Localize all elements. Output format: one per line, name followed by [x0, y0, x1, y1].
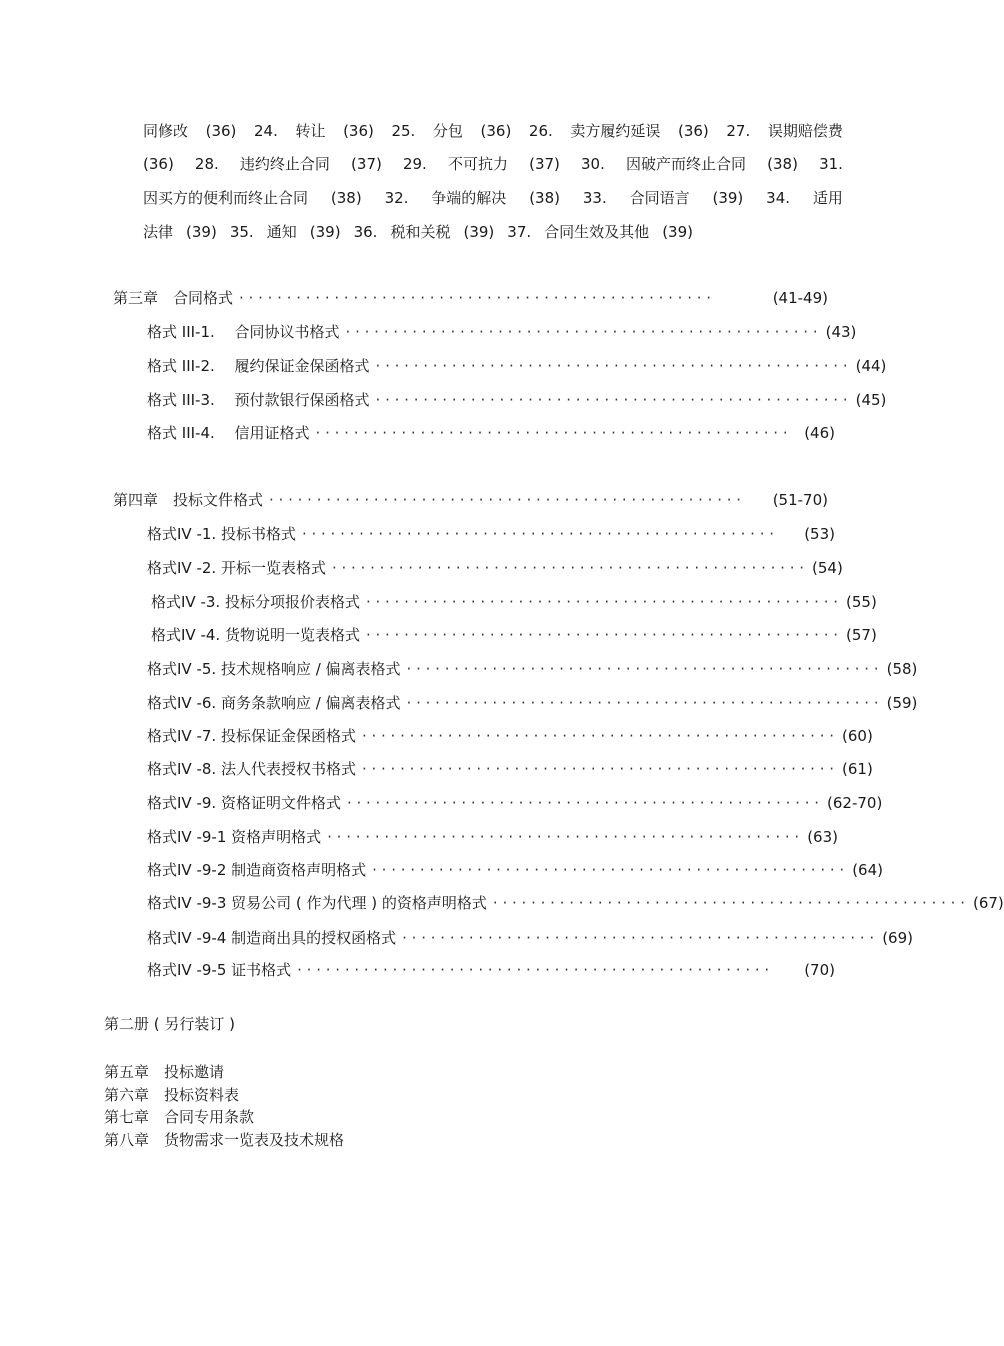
toc-item-label: 格式IV -5. 技术规格响应 / 偏离表格式 — [147, 660, 401, 678]
toc-item-label: 格式IV -4. 货物说明一览表格式 — [151, 626, 360, 644]
intro-token: (39) — [662, 223, 693, 241]
intro-token: (36) — [143, 155, 174, 173]
leader-dots: · · · · · · · · · · · · · · · · · · · · · · · · · · · · · · · · · · · · · · · · · · · · · · · · · · — [327, 828, 800, 846]
leader-dots: · · · · · · · · · · · · · · · · · · · · · · · · · · · · · · · · · · · · · · · · · · · · · · · · · · — [297, 961, 770, 979]
leader-dots: · · · · · · · · · · · · · · · · · · · · · · · · · · · · · · · · · · · · · · · · · · · · · · · · · · — [492, 894, 965, 912]
intro-token: 税和关税 — [390, 223, 451, 241]
toc-item[interactable] — [147, 791, 883, 815]
volume-2-chapter-5[interactable]: 第五章 投标邀请 — [104, 1063, 225, 1081]
intro-token: 分包 — [432, 122, 463, 140]
leader-dots: · · · · · · · · · · · · · · · · · · · · · · · · · · · · · · · · · · · · · · · · · · · · · · · · · · — [372, 861, 845, 879]
toc-item-page: (59) — [886, 694, 918, 712]
toc-item[interactable] — [147, 657, 918, 681]
intro-line-1 — [143, 119, 843, 143]
volume-2-chapter-8[interactable]: 第八章 货物需求一览表及技术规格 — [104, 1131, 345, 1149]
leader-dots: · · · · · · · · · · · · · · · · · · · · · · · · · · · · · · · · · · · · · · · · · · · · · · · · · · — [375, 357, 848, 375]
intro-token: (39) — [712, 189, 744, 207]
intro-token: 法律 — [143, 223, 174, 241]
intro-token: 25. — [391, 122, 416, 140]
toc-item[interactable] — [147, 958, 835, 982]
volume-2-title: 第二册 ( 另行装订 ) — [104, 1015, 236, 1033]
toc-item[interactable] — [147, 556, 843, 580]
toc-item-page: (60) — [842, 727, 873, 745]
intro-token: 37. — [507, 223, 532, 241]
toc-item[interactable] — [147, 891, 1004, 915]
intro-token: 28. — [194, 155, 219, 173]
intro-token: 33. — [582, 189, 607, 207]
intro-token: (37) — [351, 155, 382, 173]
intro-token: (38) — [330, 189, 362, 207]
toc-item-label: 格式 III-4. 信用证格式 — [147, 424, 310, 442]
intro-token: (39) — [186, 223, 217, 241]
intro-token: 同修改 — [143, 122, 189, 140]
intro-line-2 — [143, 152, 843, 176]
toc-item-page: (70) — [804, 961, 835, 979]
toc-item[interactable] — [147, 522, 835, 546]
intro-token: 卖方履约延误 — [570, 122, 661, 140]
intro-token: 适用 — [812, 189, 843, 207]
toc-item-page: (69) — [882, 929, 913, 947]
toc-chapter-3[interactable] — [113, 286, 828, 310]
intro-token: 转让 — [295, 122, 326, 140]
intro-token: 争端的解决 — [431, 189, 507, 207]
leader-dots: · · · · · · · · · · · · · · · · · · · · · · · · · · · · · · · · · · · · · · · · · · · · · · · · · · — [406, 660, 879, 678]
toc-item[interactable] — [147, 691, 918, 715]
toc-item-page: (54) — [812, 559, 843, 577]
toc-item-label: 格式 III-3. 预付款银行保函格式 — [147, 391, 370, 409]
toc-chapter-3-page: (41-49) — [772, 289, 828, 307]
leader-dots: · · · · · · · · · · · · · · · · · · · · · · · · · · · · · · · · · · · · · · · · · · · · · · · · · · — [345, 323, 818, 341]
intro-token: (36) — [205, 122, 237, 140]
intro-token: 合同语言 — [629, 189, 690, 207]
intro-token: (39) — [309, 223, 341, 241]
intro-token: 35. — [229, 223, 254, 241]
toc-item-label: 格式IV -9. 资格证明文件格式 — [147, 794, 341, 812]
intro-line-4 — [143, 220, 693, 244]
toc-item-page: (44) — [855, 357, 887, 375]
toc-item-page: (63) — [807, 828, 838, 846]
toc-item[interactable] — [147, 724, 873, 748]
intro-token: 31. — [819, 155, 843, 173]
intro-token: (36) — [677, 122, 709, 140]
intro-token: 27. — [726, 122, 751, 140]
toc-item-page: (67) — [972, 894, 1004, 912]
intro-token: 通知 — [266, 223, 297, 241]
toc-item-label: 格式IV -8. 法人代表授权书格式 — [147, 760, 356, 778]
leader-dots: · · · · · · · · · · · · · · · · · · · · · · · · · · · · · · · · · · · · · · · · · · · · · · · · · · — [331, 559, 804, 577]
toc-item-label: 格式 III-1. 合同协议书格式 — [147, 323, 340, 341]
intro-token: 36. — [353, 223, 378, 241]
toc-item-page: (58) — [886, 660, 918, 678]
intro-token: (36) — [480, 122, 512, 140]
toc-item-page: (43) — [825, 323, 857, 341]
toc-item-label: 格式IV -7. 投标保证金保函格式 — [147, 727, 356, 745]
intro-token: 不可抗力 — [447, 155, 508, 173]
intro-token: (38) — [767, 155, 798, 173]
toc-item[interactable] — [147, 320, 857, 344]
toc-item[interactable] — [151, 590, 877, 614]
leader-dots: · · · · · · · · · · · · · · · · · · · · · · · · · · · · · · · · · · · · · · · · · · · · · · · · · · — [346, 794, 819, 812]
toc-chapter-4[interactable] — [113, 488, 828, 512]
intro-token: 30. — [581, 155, 605, 173]
toc-chapter-4-title: 第四章 投标文件格式 — [113, 491, 264, 509]
toc-item-label: 格式IV -9-2 制造商资格声明格式 — [147, 861, 367, 879]
toc-item-label: 格式IV -9-4 制造商出具的授权函格式 — [147, 929, 397, 947]
intro-token: 29. — [402, 155, 427, 173]
intro-token: 34. — [766, 189, 791, 207]
toc-item-page: (64) — [852, 861, 883, 879]
toc-item-page: (45) — [855, 391, 887, 409]
toc-item-label: 格式IV -9-1 资格声明格式 — [147, 828, 322, 846]
toc-item-label: 格式IV -3. 投标分项报价表格式 — [151, 593, 360, 611]
leader-dots: · · · · · · · · · · · · · · · · · · · · · · · · · · · · · · · · · · · · · · · · · · · · · · · · · · — [239, 289, 712, 307]
intro-token: (36) — [343, 122, 374, 140]
intro-token: 因买方的便利而终止合同 — [143, 189, 309, 207]
toc-item-label: 格式IV -6. 商务条款响应 / 偏离表格式 — [147, 694, 401, 712]
intro-token: (37) — [529, 155, 560, 173]
leader-dots: · · · · · · · · · · · · · · · · · · · · · · · · · · · · · · · · · · · · · · · · · · · · · · · · · · — [375, 391, 848, 409]
toc-item-page: (61) — [842, 760, 873, 778]
leader-dots: · · · · · · · · · · · · · · · · · · · · · · · · · · · · · · · · · · · · · · · · · · · · · · · · · · — [361, 760, 834, 778]
toc-chapter-4-page: (51-70) — [772, 491, 828, 509]
toc-item[interactable] — [147, 421, 835, 445]
toc-item[interactable] — [151, 623, 877, 647]
volume-2-chapter-6[interactable]: 第六章 投标资料表 — [104, 1086, 240, 1104]
intro-token: 因破产而终止合同 — [626, 155, 747, 173]
toc-item-label: 格式IV -1. 投标书格式 — [147, 525, 296, 543]
toc-item[interactable] — [147, 388, 887, 412]
leader-dots: · · · · · · · · · · · · · · · · · · · · · · · · · · · · · · · · · · · · · · · · · · · · · · · · · · — [301, 525, 774, 543]
intro-token: 24. — [254, 122, 278, 140]
leader-dots: · · · · · · · · · · · · · · · · · · · · · · · · · · · · · · · · · · · · · · · · · · · · · · · · · · — [361, 727, 834, 745]
toc-chapter-3-title: 第三章 合同格式 — [113, 289, 234, 307]
toc-item[interactable] — [147, 858, 883, 882]
toc-item-page: (62-70) — [827, 794, 883, 812]
toc-item-label: 格式 III-2. 履约保证金保函格式 — [147, 357, 370, 375]
toc-item-page: (46) — [804, 424, 835, 442]
intro-token: (39) — [463, 223, 495, 241]
leader-dots: · · · · · · · · · · · · · · · · · · · · · · · · · · · · · · · · · · · · · · · · · · · · · · · · · · — [365, 593, 838, 611]
volume-2-chapter-7[interactable]: 第七章 合同专用条款 — [104, 1108, 255, 1126]
toc-item-page: (57) — [846, 626, 877, 644]
intro-line-3 — [143, 186, 843, 210]
leader-dots: · · · · · · · · · · · · · · · · · · · · · · · · · · · · · · · · · · · · · · · · · · · · · · · · · · — [315, 424, 788, 442]
intro-token: 合同生效及其他 — [544, 223, 650, 241]
leader-dots: · · · · · · · · · · · · · · · · · · · · · · · · · · · · · · · · · · · · · · · · · · · · · · · · · · — [365, 626, 838, 644]
toc-item-page: (53) — [804, 525, 835, 543]
toc-item-page: (55) — [846, 593, 877, 611]
intro-token: 违约终止合同 — [239, 155, 330, 173]
toc-item-label: 格式IV -9-3 贸易公司 ( 作为代理 ) 的资格声明格式 — [147, 894, 487, 912]
intro-token: 32. — [384, 189, 409, 207]
intro-token: 误期赔偿费 — [767, 122, 843, 140]
intro-token: (38) — [529, 189, 560, 207]
toc-item-label: 格式IV -9-5 证书格式 — [147, 961, 292, 979]
toc-item[interactable] — [147, 825, 838, 849]
toc-item[interactable] — [147, 926, 913, 950]
leader-dots: · · · · · · · · · · · · · · · · · · · · · · · · · · · · · · · · · · · · · · · · · · · · · · · · · · — [406, 694, 879, 712]
toc-item-label: 格式IV -2. 开标一览表格式 — [147, 559, 326, 577]
toc-item[interactable] — [147, 757, 873, 781]
intro-token: 26. — [528, 122, 553, 140]
leader-dots: · · · · · · · · · · · · · · · · · · · · · · · · · · · · · · · · · · · · · · · · · · · · · · · · · · — [269, 491, 742, 509]
leader-dots: · · · · · · · · · · · · · · · · · · · · · · · · · · · · · · · · · · · · · · · · · · · · · · · · · · — [402, 929, 875, 947]
toc-item[interactable] — [147, 354, 887, 378]
